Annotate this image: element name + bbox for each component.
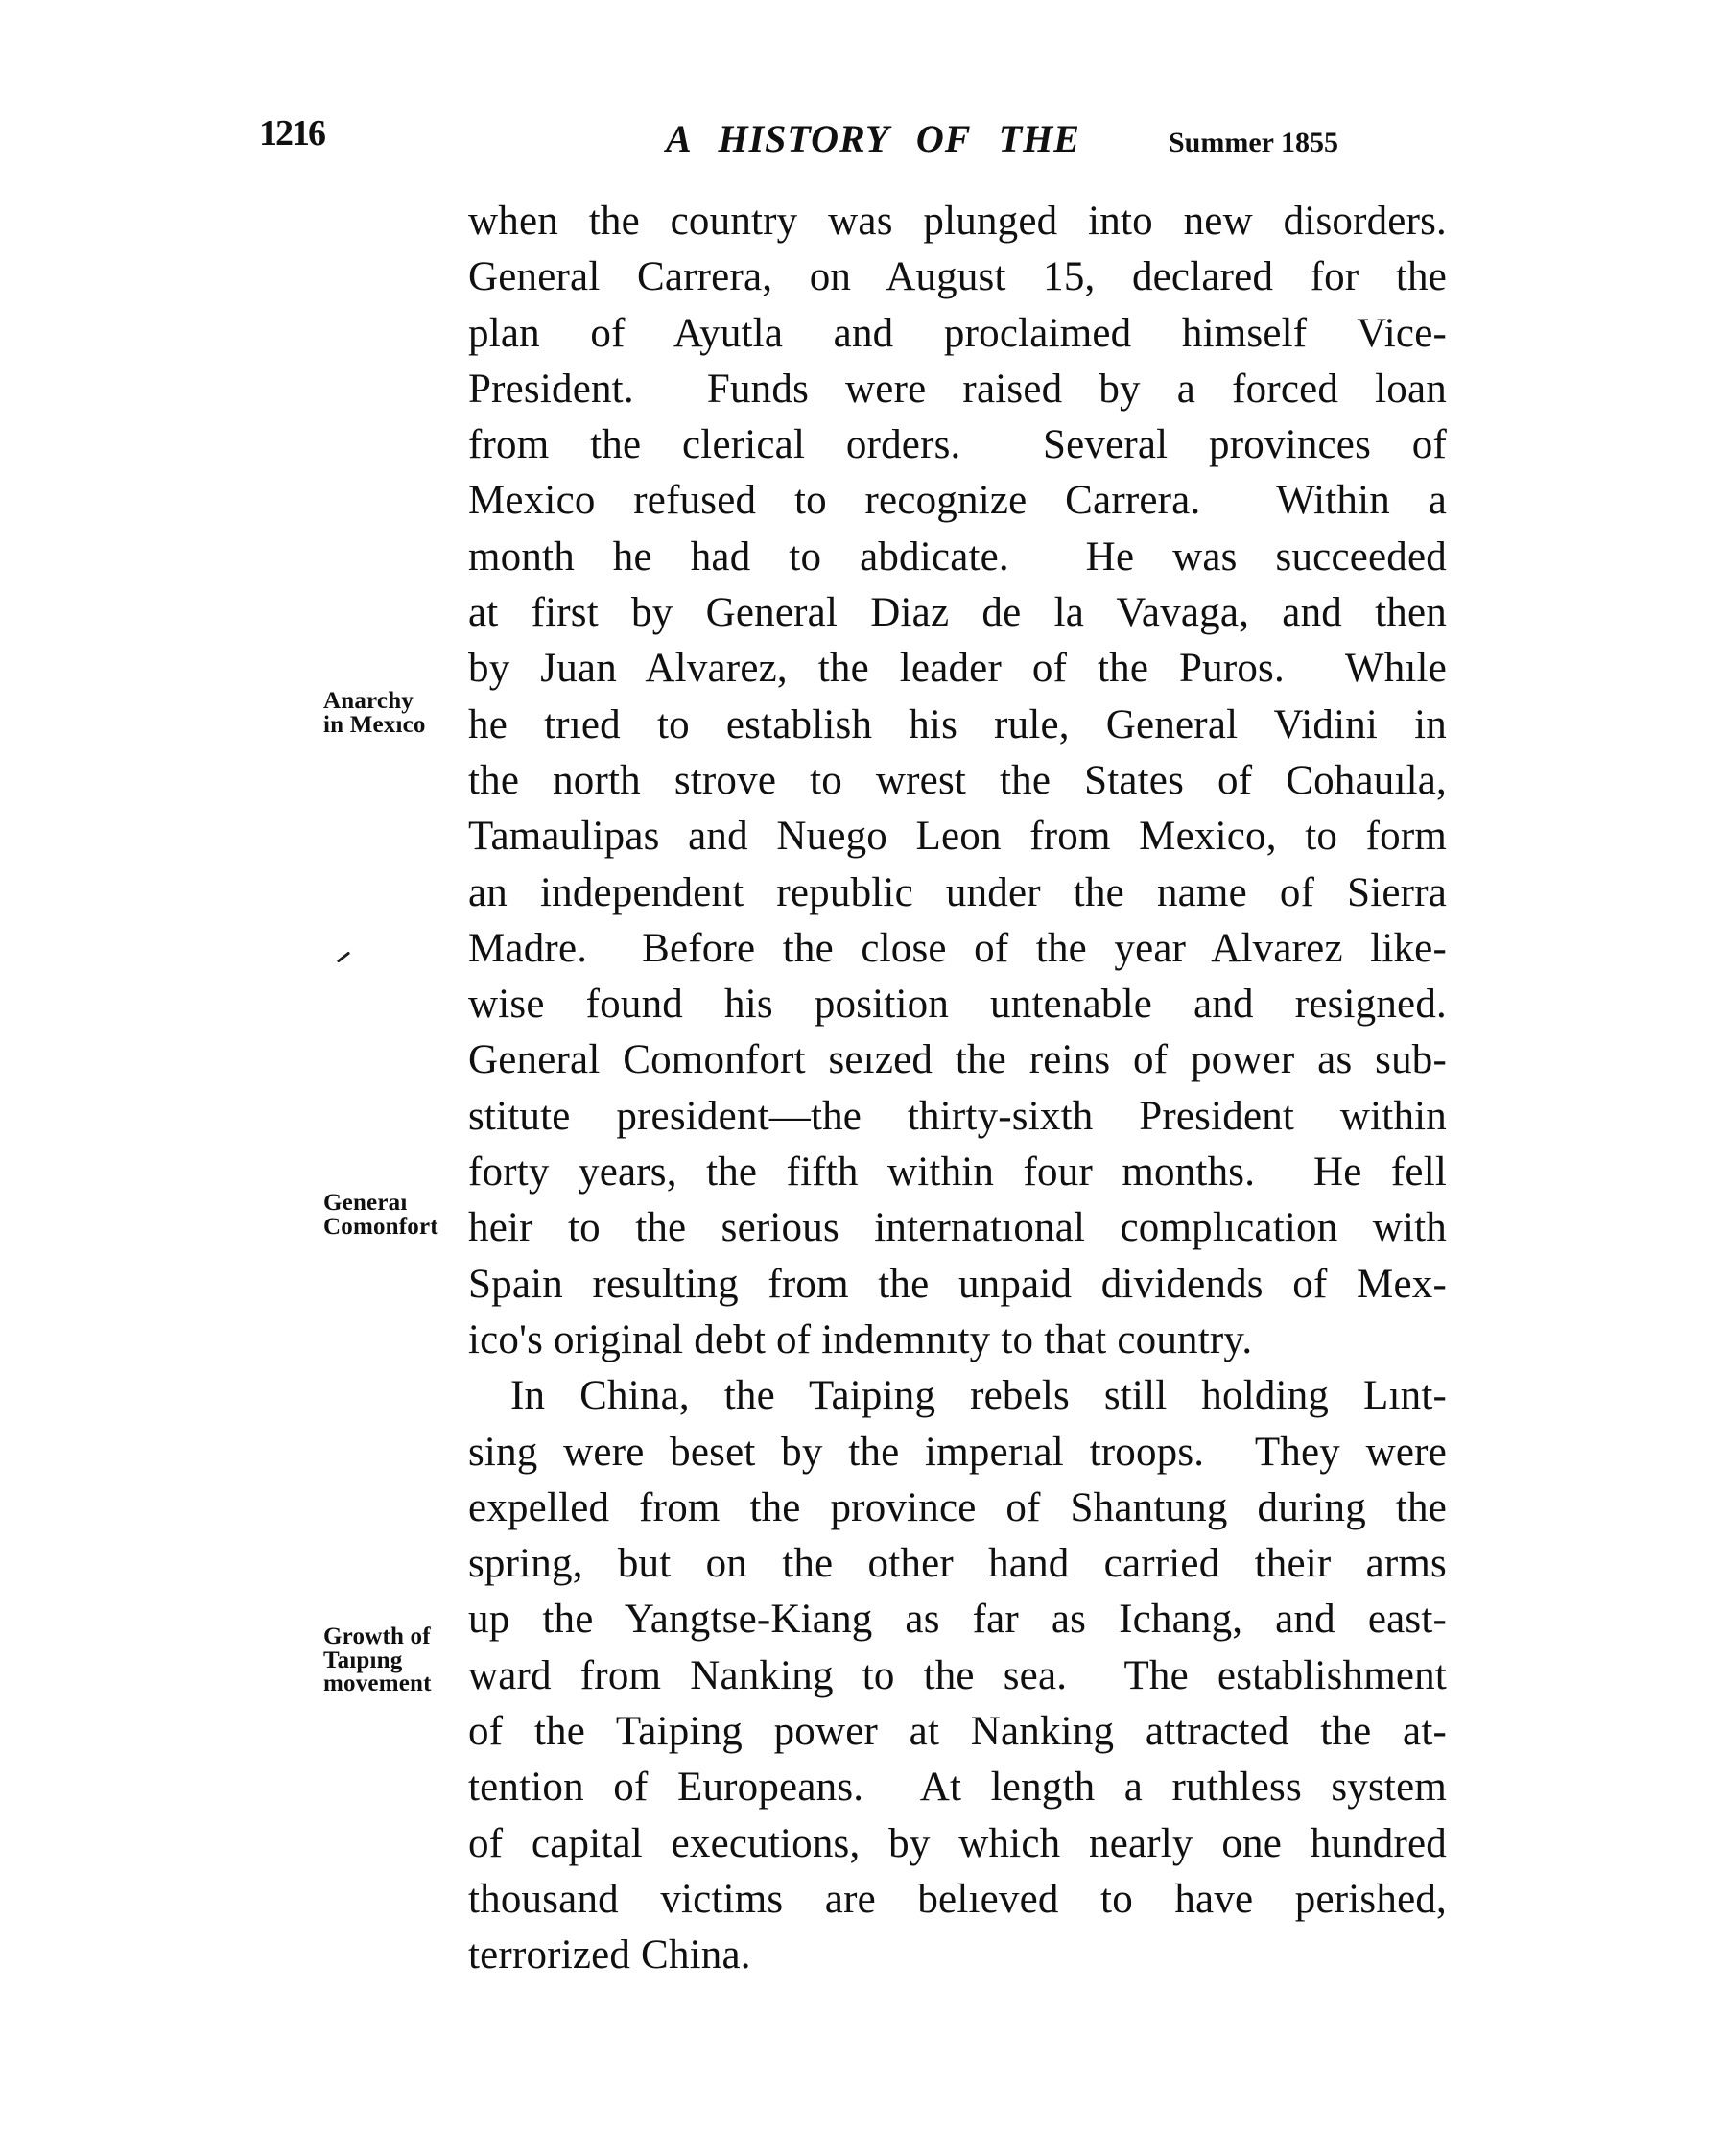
body-text-line: by Juan Alvarez, the leader of the Puros. Whıle [468,646,1447,692]
body-text-line: when the country was plunged into new disorders. [468,199,1447,244]
body-text-line: plan of Ayutla and proclaimed himself Vice- [468,310,1447,356]
body-text-line: the north strove to wrest the States of Cohauıla, [468,757,1447,803]
body-text-line: he trıed to establish his rule, General Vidini in [468,701,1447,747]
body-text-line: an independent republic under the name of Sierra [468,869,1447,915]
body-text-line: tention of Europeans. At length a ruthless system [468,1765,1447,1811]
body-text-column [468,194,1447,1984]
margin-note [323,1625,467,1696]
body-text-line: from the clerical orders. Several provinces of [468,422,1447,468]
margin-note-line: in Mexıco [323,711,426,738]
paragraph [468,194,1447,1368]
running-header-title: A HISTORY OF THE [666,117,1080,160]
page-number: 1216 [259,113,324,154]
body-text-line: forty years, the fifth within four months. He fell [468,1149,1447,1196]
margin-note-line: Generaı [323,1190,408,1216]
body-text-line: expelled from the province of Shantung during the [468,1484,1447,1530]
body-text-line: President. Funds were raised by a forced loan [468,366,1447,412]
margin-note-line: Growth of [323,1623,431,1649]
running-header-date: Summer 1855 [1169,127,1338,158]
margin-note [323,690,467,737]
body-text-line: Mexico refused to recognize Carrera. Within a [468,478,1447,524]
body-text-line: Madre. Before the close of the year Alvarez like- [468,925,1447,971]
body-text-line: Spain resulting from the unpaid dividends of Mex- [468,1261,1447,1307]
body-text-line: ward from Nanking to the sea. The establishment [468,1652,1447,1698]
margin-note-line: Comonfort [323,1213,438,1240]
body-text-line: thousand victims are belıeved to have perished, [468,1876,1447,1922]
stray-ink-mark [337,951,350,962]
body-text-line: ico's original debt of indemnıty to that country. [468,1316,1253,1362]
body-text-line: General Carrera, on August 15, declared for the [468,254,1447,300]
margin-note-line: Anarchy [323,688,414,714]
body-text-line: heir to the serious internatıonal complıcation with [468,1205,1447,1251]
body-text-line: General Comonfort seızed the reins of power as sub- [468,1037,1447,1083]
body-text-line: stitute president—the thirty-sixth President within [468,1093,1447,1139]
body-text-line: up the Yangtse-Kiang as far as Ichang, and east- [468,1597,1447,1643]
margin-note [323,1192,467,1239]
body-text-line: terrorized China. [468,1932,751,1978]
body-text-line: month he had to abdicate. He was succeeded [468,533,1447,580]
body-text-line: of the Taiping power at Nanking attracted the at- [468,1709,1447,1755]
body-text-line: sing were beset by the imperıal troops. They were [468,1429,1447,1475]
margin-note-line: Taıpıng [323,1647,403,1673]
body-text-line: spring, but on the other hand carried their arms [468,1541,1447,1587]
body-text-line: Tamaulipas and Nuego Leon from Mexico, to form [468,814,1447,860]
body-text-line: of capital executions, by which nearly one hundred [468,1820,1447,1866]
body-text-line: In China, the Taiping rebels still holding Lınt- [510,1373,1447,1419]
body-text-line: at first by General Diaz de la Vavaga, and then [468,590,1447,636]
body-text-line: wise found his position untenable and resigned. [468,982,1447,1028]
margin-note-line: movement [323,1670,432,1697]
paragraph [468,1368,1447,1983]
